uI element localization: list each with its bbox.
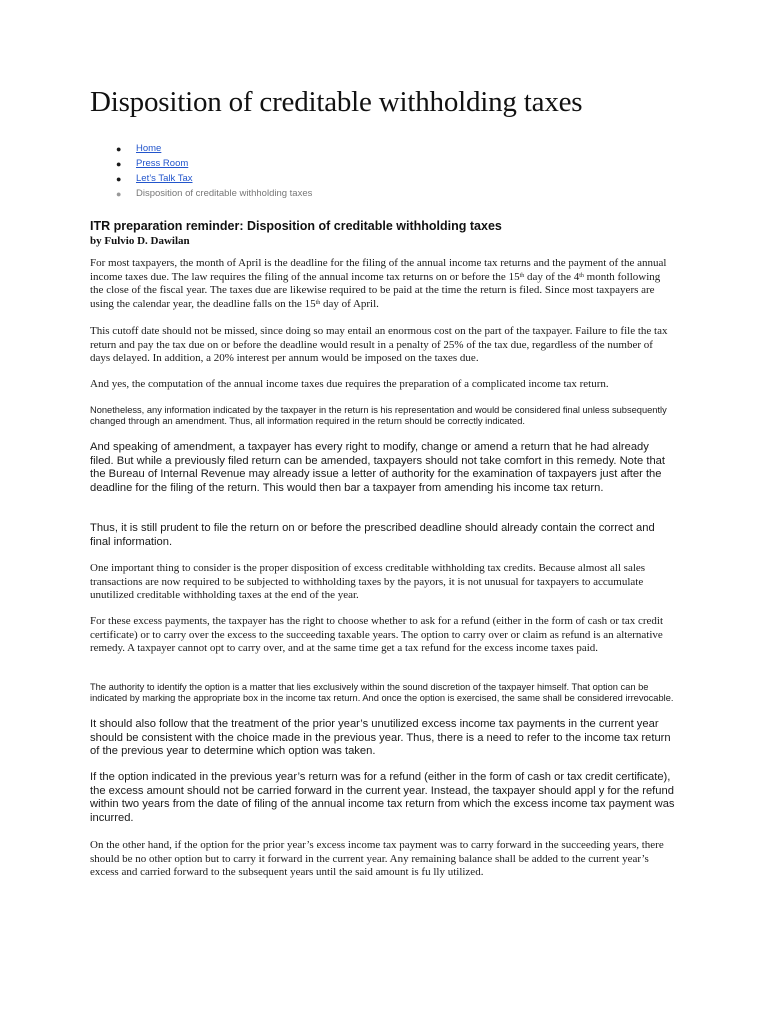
page-title: Disposition of creditable withholding taxes	[90, 86, 583, 118]
breadcrumb-link-home[interactable]: Home	[136, 143, 162, 154]
breadcrumb-link-lets-talk-tax[interactable]: Let’s Talk Tax	[136, 173, 193, 184]
paragraph-4: Nonetheless, any information indicated by the taxpayer in the return is his representation and would be considered final unless subsequently changed through an amendment. Thus, all information required in the return should be correctly indicated.	[90, 405, 667, 427]
bullet-icon: ●	[116, 174, 122, 184]
paragraph-6: Thus, it is still prudent to file the return on or before the prescribed deadline should already contain the correct and final information.	[90, 522, 655, 548]
paragraph-2: This cutoff date should not be missed, since doing so may entail an enormous cost on the part of the taxpayer. Failure to file the tax return and pay the tax due on or before the deadline would result in a penalty of 25% of the tax due, regardless of the number of days delayed. In addition, a 20% interest per annum would be imposed on the taxes due.	[90, 325, 668, 365]
paragraph-1: For most taxpayers, the month of April is the deadline for the filing of the annual income tax returns and the payment of the annual income taxes due. The law requires the filing of the annual income tax returns on or before the 15th day of the 4th month following the close of the fiscal year. The taxes due are likewise required to be paid at the time the return is filed. Since most taxpayers are using the calendar year, the deadline falls on the 15th day of April.	[90, 257, 667, 310]
breadcrumb-item-current	[90, 186, 312, 201]
breadcrumb-item-press-room[interactable]	[90, 156, 312, 171]
paragraph-5: And speaking of amendment, a taxpayer has every right to modify, change or amend a return that he had already filed. But while a previously filed return can be amended, taxpayers should not take comfort in this remedy. Note that the Bureau of Internal Revenue may already issue a letter of authority for the examination of taxpayers just after the deadline for the filing of the return. This would then bar a taxpayer from amending his income tax return.	[90, 441, 666, 494]
breadcrumb-item-home[interactable]	[90, 141, 312, 156]
breadcrumb-item-lets-talk-tax[interactable]	[90, 171, 312, 186]
paragraph-3: And yes, the computation of the annual income taxes due requires the preparation of a complicated income tax return.	[90, 378, 609, 390]
breadcrumb-current-label: Disposition of creditable withholding taxes	[136, 188, 313, 199]
paragraph-7: One important thing to consider is the proper disposition of excess creditable withholding tax credits. Because almost all sales transactions are now required to be subjected to withholding taxes by the payors, it is not unusual for taxpayers to accumulate unutilized creditable withholding taxes at the end of the year.	[90, 562, 646, 602]
paragraph-12: On the other hand, if the option for the prior year’s excess income tax payment was to carry forward in the succeeding years, there should be no other option but to carry it forward in the current year. Any remaining balance shall be added to the current year’s excess and carried forward to the subsequent years until the said amount is fu lly utilized.	[90, 839, 664, 879]
bullet-icon: ●	[116, 144, 122, 154]
bullet-icon: ●	[116, 159, 122, 169]
breadcrumb-link-press-room[interactable]: Press Room	[136, 158, 189, 169]
article-heading: ITR preparation reminder: Disposition of creditable withholding taxes	[90, 219, 502, 233]
breadcrumb	[90, 141, 312, 201]
bullet-icon: ●	[116, 189, 122, 199]
paragraph-11: If the option indicated in the previous year’s return was for a refund (either in the form of cash or tax credit certificate), the excess amount should not be carried forward in the current year. Instead, the taxpayer should appl y for the refund within two years from the date of filing of the annual income tax return from which the excess income tax payment was incurred.	[90, 771, 675, 824]
paragraph-8: For these excess payments, the taxpayer has the right to choose whether to ask for a refund (either in the form of cash or tax credit certificate) or to carry over the excess to the succeeding taxable years. The option to carry over or claim as refund is an alternative remedy. A taxpayer cannot opt to carry over, and at the same time get a tax refund for the excess income taxes paid.	[90, 615, 664, 655]
article-byline: by Fulvio D. Dawilan	[90, 235, 190, 247]
paragraph-9: The authority to identify the option is a matter that lies exclusively within the sound discretion of the taxpayer himself. That option can be indicated by marking the appropriate box in the income tax return. And once the option is exercised, the same shall be considered irrevocable.	[90, 682, 674, 704]
paragraph-10: It should also follow that the treatment of the prior year’s unutilized excess income tax payments in the current year should be consistent with the choice made in the previous year. Thus, there is a need to refer to the income tax return of the previous year to determine which option was taken.	[90, 718, 671, 758]
